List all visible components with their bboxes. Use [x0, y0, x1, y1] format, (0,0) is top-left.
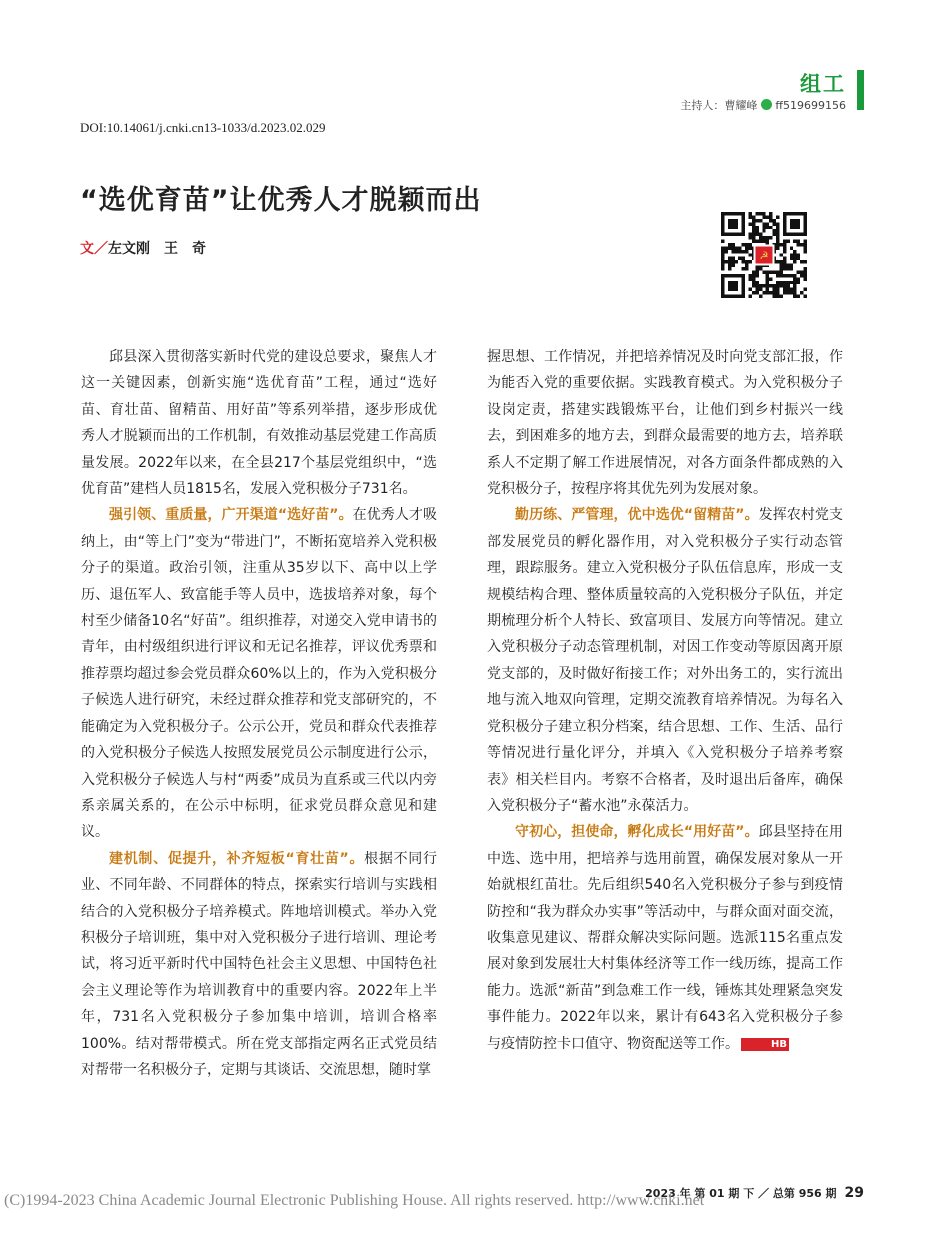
svg-text:☭: ☭ — [759, 249, 769, 262]
column-accent-bar — [857, 70, 864, 110]
byline — [80, 238, 206, 258]
authors: 左文刚 王 奇 — [108, 241, 206, 257]
end-mark-icon: HB — [741, 1038, 789, 1051]
host-line — [680, 97, 846, 113]
section-heading: 守初心，担使命，孵化成长“用好苗”。 — [515, 824, 759, 841]
copyright-watermark: (C)1994-2023 China Academic Journal Electronic Publishing House. All rights reserved. http://www.cnki.net — [4, 1192, 705, 1209]
article-title: “选优育苗”让优秀人才脱颖而出 — [80, 185, 482, 216]
paragraph-text: 发挥农村党支部发展党员的孵化器作用，对入党积极分子实行动态管理，跟踪服务。建立入党积极分子队伍信息库，形成一支规模结构合理、整体质量较高的入党积极分子队伍，并定期梳理分析个人特长、致富项目、发展方向等情况。建立入党积极分子动态管理机制，对因工作变动等原因离开原党支部的，及时做好衔接工作；对外出务工的，实行流出地与流入地双向管理，定期交流教育培养情况。为每名入党积极分子建立积分档案，结合思想、工作、生活、品行等情况进行量化评分，并填入《入党积极分子培养考察表》相关栏目内。考察不合格者，及时退出后备库，确保入党积极分子“蓄水池”永葆活力。 — [487, 507, 844, 814]
qr-finder-bottom-left — [721, 274, 745, 298]
paragraph-intro: 邱县深入贯彻落实新时代党的建设总要求，聚焦人才这一关键因素，创新实施“选优育苗”工程，通过“选好苗、育壮苗、留精苗、用好苗”等系列举措，逐步形成优秀人才脱颖而出的工作机制，有效推动基层党建工作高质量发展。2022年以来，在全县217个基层党组织中，“选优育苗”建档人员1815名，发展入党积极分子731名。 — [81, 349, 437, 498]
article-column-right — [487, 344, 843, 1057]
doi: DOI:10.14061/j.cnki.cn13-1033/d.2023.02.029 — [80, 120, 326, 135]
section-heading: 强引领、重质量，广开渠道“选好苗”。 — [109, 507, 353, 524]
host-wechat-id: ff519699156 — [775, 99, 846, 112]
section-heading: 勤历练、严管理，优中选优“留精苗”。 — [515, 507, 759, 524]
paragraph-text: 根据不同行业、不同年龄、不同群体的特点，探索实行培训与实践相结合的入党积极分子培养模式。阵地培训模式。举办入党积极分子培训班，集中对入党积极分子进行培训、理论考试，将习近平新时代中国特色社会主义思想、中国特色社会主义理论等作为培训教育中的重要内容。2022年上半年，731名入党积极分子参加集中培训，培训合格率100%。结对帮带模式。所在党支部指定两名正式党员结对帮带一名积极分子，定期与其谈话、交流思想，随时掌 — [81, 850, 438, 1078]
paragraph-text: 邱县坚持在用中选、选中用，把培养与选用前置，确保发展对象从一开始就根红苗壮。先后组织540名入党积极分子参与到疫情防控和“我为群众办实事”等活动中，与群众面对面交流，收集意见建议、帮群众解决实际问题。选派115名重点发展对象到发展壮大村集体经济等工作一线历练，提高工作能力。选派“新苗”到急难工作一线，锤炼其处理紧急突发事件能力。2022年以来，累计有643名入党积极分子参与疫情防控卡口值守、物资配送等工作。 — [487, 824, 844, 1052]
paragraph-cultivate-seedlings — [81, 846, 437, 1084]
page-number: 29 — [844, 1185, 864, 1201]
host-label: 主持人：曹耀峰 — [680, 99, 758, 112]
qr-code — [721, 212, 807, 298]
qr-finder-top-right — [783, 212, 807, 236]
article-column-left — [81, 344, 437, 1083]
paragraph-text: 在优秀人才吸纳上，由“等上门”变为“带进门”，不断拓宽培养入党积极分子的渠道。政治引领，注重从35岁以下、高中以上学历、退伍军人、致富能手等人员中，选拔培养对象，每个村至少储备10名“好苗”。组织推荐，对递交入党申请书的青年，由村级组织进行评议和无记名推荐，评议优秀票和推荐票均超过参会党员群众60%以上的，作为入党积极分子候选人进行研究，未经过群众推荐和党支部研究的，不能确定为入党积极分子。公示公开，党员和群众代表推荐的入党积极分子候选人按照发展党员公示制度进行公示，入党积极分子候选人与村“两委”成员为直系或三代以内旁系亲属关系的，在公示中标明，征求党员群众意见和建议。 — [81, 507, 438, 841]
section-heading: 建机制、促提升，补齐短板“育壮苗”。 — [109, 850, 365, 867]
paragraph-use-seedlings — [487, 819, 843, 1057]
issue-text: 2023 年 第 01 期 下 ／ 总第 956 期 — [645, 1187, 837, 1200]
byline-prefix: 文／ — [80, 241, 108, 257]
column-name: 组工 — [800, 72, 846, 96]
qr-finder-top-left — [721, 212, 745, 236]
wechat-icon — [761, 99, 772, 110]
paragraph-select-seedlings — [81, 502, 437, 845]
paragraph-continuation: 握思想、工作情况，并把培养情况及时向党支部汇报，作为能否入党的重要依据。实践教育模式。为入党积极分子设岗定责，搭建实践锻炼平台，让他们到乡村振兴一线去，到困难多的地方去，到群众最需要的地方去，培养联系人不定期了解工作进展情况，对各方面条件都成熟的入党积极分子，按程序将其优先列为发展对象。 — [487, 349, 843, 498]
paragraph-retain-seedlings — [487, 502, 843, 819]
